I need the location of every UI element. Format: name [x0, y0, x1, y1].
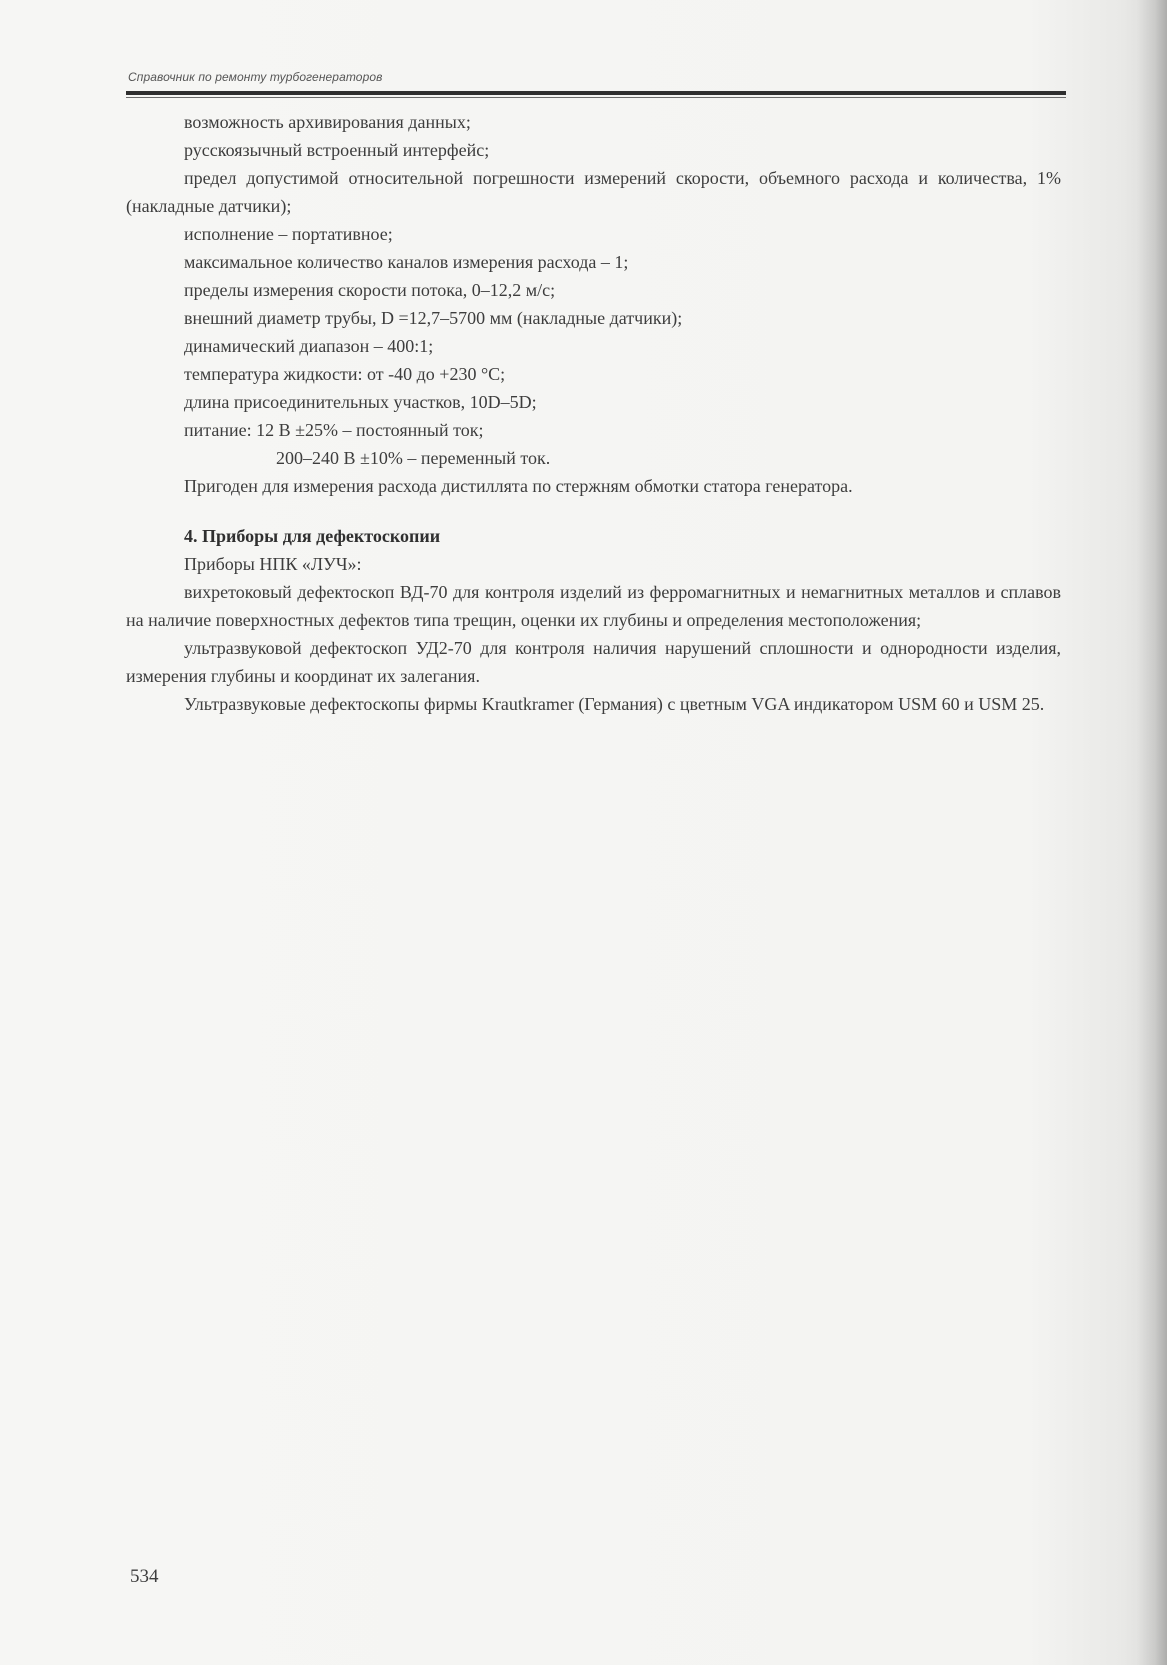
- header-rule: [126, 91, 1066, 95]
- paragraph: Пригоден для измерения расхода дистиллята по стержням обмотки статора генератора.: [184, 476, 853, 496]
- list-item: русскоязычный встроенный интерфейс;: [184, 140, 490, 160]
- list-item: температура жидкости: от -40 до +230 °С;: [184, 364, 506, 384]
- page-number: 534: [130, 1566, 159, 1587]
- paragraph: ультразвуковой дефектоскоп УД2-70 для контроля наличия нарушений сплошности и однородности изделия, измерения глубины и координат их залегания.: [126, 638, 1061, 686]
- paragraph: Ультразвуковые дефектоскопы фирмы Krautkramer (Германия) с цветным VGA индикатором USM 60 и USM 25.: [184, 694, 1045, 714]
- list-item: максимальное количество каналов измерения расхода – 1;: [184, 252, 629, 272]
- list-item: динамический диапазон – 400:1;: [184, 336, 434, 356]
- list-item: внешний диаметр трубы, D =12,7–5700 мм (накладные датчики);: [184, 308, 683, 328]
- page-body: [126, 108, 1061, 718]
- list-item: длина присоединительных участков, 10D–5D;: [184, 392, 537, 412]
- list-item: возможность архивирования данных;: [184, 112, 471, 132]
- header-rule-thin: [126, 97, 1066, 98]
- list-item: пределы измерения скорости потока, 0–12,2 м/с;: [184, 280, 556, 300]
- running-header: Справочник по ремонту турбогенераторов: [128, 70, 383, 84]
- page-edge-shadow: [1137, 0, 1167, 1665]
- list-item: питание: 12 В ±25% – постоянный ток;: [184, 420, 484, 440]
- list-item: исполнение – портативное;: [184, 224, 393, 244]
- list-item: 200–240 В ±10% – переменный ток.: [276, 448, 551, 468]
- section-heading: 4. Приборы для дефектоскопии: [184, 526, 441, 546]
- list-item: предел допустимой относительной погрешности измерений скорости, объемного расхода и количества, 1% (накладные датчики);: [126, 168, 1061, 216]
- paragraph: Приборы НПК «ЛУЧ»:: [184, 554, 362, 574]
- paragraph: вихретоковый дефектоскоп ВД-70 для контроля изделий из ферромагнитных и немагнитных металлов и сплавов на наличие поверхностных дефектов типа трещин, оценки их глубины и определения местоположения;: [126, 582, 1061, 630]
